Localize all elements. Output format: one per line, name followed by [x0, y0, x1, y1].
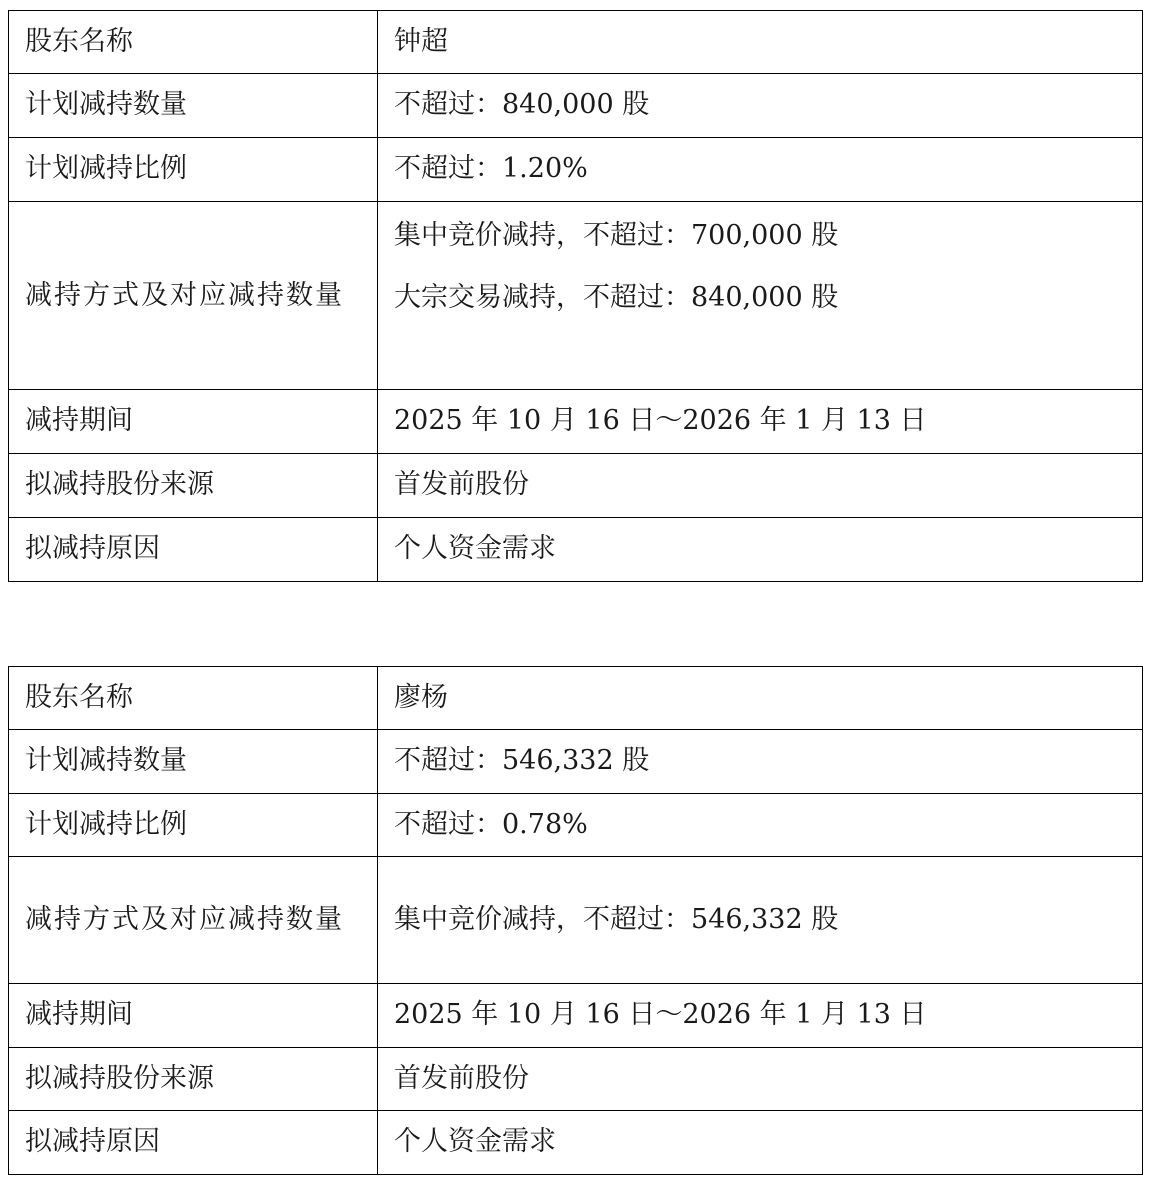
- ratio-value: 不超过：0.78%: [378, 794, 1143, 857]
- table-row: [9, 984, 1143, 1048]
- reason-value: 个人资金需求: [378, 1111, 1143, 1175]
- table-row: [9, 138, 1143, 202]
- source-value: 首发前股份: [378, 454, 1143, 518]
- method-label: 减持方式及对应减持数量: [9, 857, 378, 984]
- reason-value: 个人资金需求: [378, 518, 1143, 582]
- table-row: [9, 857, 1143, 984]
- source-label: 拟减持股份来源: [9, 1048, 378, 1111]
- table-row: [9, 1111, 1143, 1175]
- table-row: [9, 390, 1143, 454]
- period-value: 2025 年 10 月 16 日～2026 年 1 月 13 日: [378, 390, 1143, 454]
- source-label: 拟减持股份来源: [9, 454, 378, 518]
- qty-value: 不超过：546,332 股: [378, 730, 1143, 794]
- ratio-label: 计划减持比例: [9, 138, 378, 202]
- reason-label: 拟减持原因: [9, 518, 378, 582]
- period-label: 减持期间: [9, 984, 378, 1048]
- holder-name: 廖杨: [378, 667, 1143, 730]
- source-value: 首发前股份: [378, 1048, 1143, 1111]
- table-row: [9, 667, 1143, 730]
- table-row: [9, 1048, 1143, 1111]
- holder-label: 股东名称: [9, 667, 378, 730]
- reason-label: 拟减持原因: [9, 1111, 378, 1175]
- reduction-plan-table-2: [8, 666, 1143, 1175]
- holder-label: 股东名称: [9, 11, 378, 74]
- qty-label: 计划减持数量: [9, 730, 378, 794]
- method-value: [378, 202, 1143, 390]
- ratio-label: 计划减持比例: [9, 794, 378, 857]
- ratio-value: 不超过：1.20%: [378, 138, 1143, 202]
- table-row: [9, 11, 1143, 74]
- table-row: [9, 74, 1143, 138]
- table-row: [9, 202, 1143, 390]
- table-row: [9, 518, 1143, 582]
- method-line: 集中竞价减持，不超过：700,000 股: [394, 220, 839, 251]
- table-row: [9, 730, 1143, 794]
- table-row: [9, 454, 1143, 518]
- method-line: 集中竞价减持，不超过：546,332 股: [394, 903, 839, 935]
- method-label: 减持方式及对应减持数量: [9, 202, 378, 390]
- period-value: 2025 年 10 月 16 日～2026 年 1 月 13 日: [378, 984, 1143, 1048]
- period-label: 减持期间: [9, 390, 378, 454]
- qty-label: 计划减持数量: [9, 74, 378, 138]
- table-row: [9, 794, 1143, 857]
- method-line: 大宗交易减持，不超过：840,000 股: [394, 282, 839, 313]
- method-value: [378, 857, 1143, 984]
- reduction-plan-table-1: [8, 10, 1143, 582]
- qty-value: 不超过：840,000 股: [378, 74, 1143, 138]
- holder-name: 钟超: [378, 11, 1143, 74]
